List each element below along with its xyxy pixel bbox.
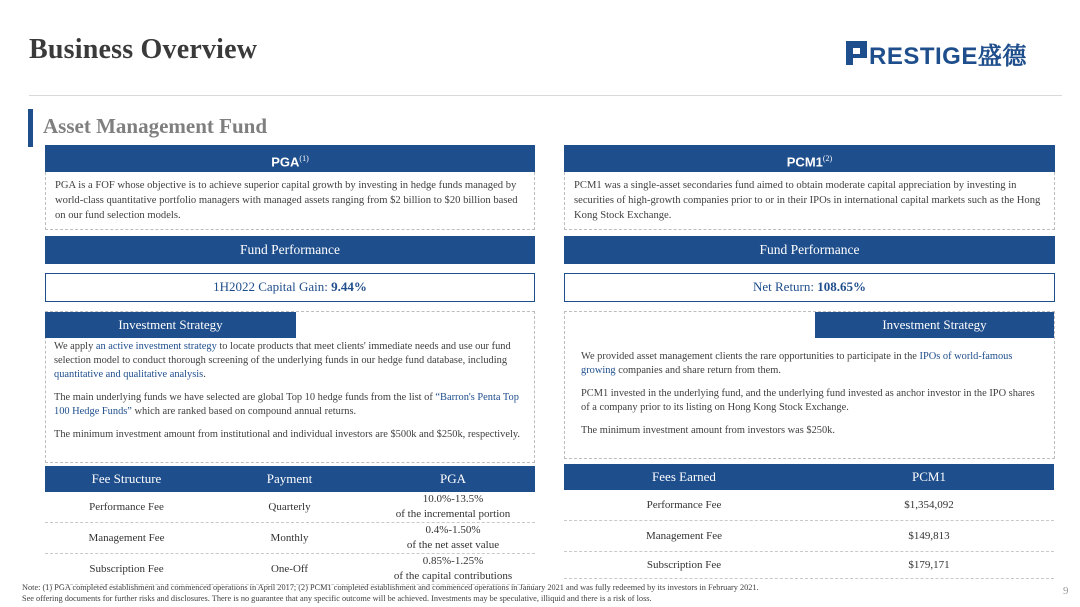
pga-strategy-p3: The minimum investment amount from institutional and individual investors are $500k and $250k, respectively. (54, 429, 520, 440)
pga-perf-value: 9.44% (331, 279, 367, 294)
pcm1-description: PCM1 was a single-asset secondaries fund aimed to obtain moderate capital appreciation by investing in securities of high-growth companies prior to or in their IPOs in international capital markets such as the Hong Kong Stock Exchange. (564, 172, 1055, 230)
table-row: Subscription Fee $179,171 (564, 552, 1054, 579)
pcm1-strategy-p1: We provided asset management clients the rare opportunities to participate in the IPOs of world-famous growing companies and share return from them. (581, 351, 1013, 376)
pcm1-perf-box (564, 273, 1055, 302)
logo-text: RESTIGE盛德 (869, 42, 1027, 70)
section-accent-bar (28, 109, 33, 147)
pga-strategy-body (54, 340, 532, 451)
pga-header (45, 145, 535, 172)
prestige-logo-mark-icon (846, 41, 868, 65)
pcm1-strategy-p2: PCM1 invested in the underlying fund, and the underlying fund invested as anchor investor in the IPO shares of a company prior to its listing on Hong Kong Stock Exchange. (581, 388, 1035, 413)
pcm1-strategy-header: Investment Strategy (815, 312, 1054, 338)
pga-fee-header (45, 466, 535, 492)
pcm1-header (564, 145, 1055, 172)
pga-strategy-p2: The main underlying funds we have selected are global Top 10 hedge funds from the list of “Barron's Penta Top 100 Hedge Funds” which are ranked based on compound annual returns. (54, 392, 519, 417)
pga-perf-label: 1H2022 Capital Gain: (213, 279, 332, 294)
pcm1-column (564, 145, 1055, 302)
pcm1-fee-header (564, 464, 1054, 490)
footnote (22, 583, 1022, 604)
page-title: Business Overview (29, 34, 258, 65)
table-row: Subscription Fee One-Off 0.85%-1.25% of the capital contributions (45, 554, 535, 585)
pga-name: PGA (271, 154, 300, 170)
pga-fee-col-structure: Fee Structure (91, 471, 162, 486)
pga-description: PGA is a FOF whose objective is to achieve superior capital growth by investing in hedge funds managed by world-class quantitative portfolio managers with managed assets ranging from $2 billion to $20 billion based on our fund selection models. (45, 172, 535, 230)
pga-perf-header: Fund Performance (45, 236, 535, 264)
footnote-line-1: Note: (1) PGA completed establishment and commenced operations in April 2017; (2) PCM1 completed establishment and commenced operations in January 2021 and was fully redeemed by its investors in February 2021. (22, 583, 759, 592)
pcm1-strategy-body (581, 350, 1041, 447)
pga-fee-col-pga: PGA (439, 471, 466, 486)
pcm1-fee-table (564, 464, 1054, 579)
section-title: Asset Management Fund (43, 114, 267, 138)
pcm1-fee-col-pcm1: PCM1 (912, 469, 946, 484)
pcm1-name: PCM1 (786, 154, 823, 170)
pga-perf-box (45, 273, 535, 302)
pga-column (45, 145, 535, 302)
page-number: 9 (1063, 585, 1069, 597)
prestige-logo (846, 38, 1027, 68)
pcm1-perf-label: Net Return: (752, 279, 818, 294)
pga-strategy-header: Investment Strategy (45, 312, 296, 338)
pga-fee-table (45, 466, 535, 585)
pcm1-strategy-p3: The minimum investment amount from investors was $250k. (581, 425, 835, 436)
pcm1-note-ref: (2) (822, 154, 833, 163)
table-row: Performance Fee $1,354,092 (564, 490, 1054, 521)
pcm1-perf-value: 108.65% (817, 279, 866, 294)
table-row: Management Fee $149,813 (564, 521, 1054, 552)
footnote-line-2: See offering documents for further risks and disclosures. There is no guarantee that any specific outcome will be achieved. Investments may be speculative, illiquid and there is a risk of loss. (22, 593, 652, 603)
pcm1-fee-col-earned: Fees Earned (652, 469, 716, 484)
pga-fee-col-payment: Payment (266, 471, 313, 486)
table-row: Management Fee Monthly 0.4%-1.50% of the net asset value (45, 523, 535, 554)
pcm1-perf-header: Fund Performance (564, 236, 1055, 264)
pga-note-ref: (1) (299, 154, 309, 163)
table-row: Performance Fee Quarterly 10.0%-13.5% of the incremental portion (45, 492, 535, 523)
header-divider (29, 95, 1062, 96)
pga-strategy-p1: We apply an active investment strategy to locate products that meet clients' immediate needs and use our fund selection model to conduct thorough screening of the underlying funds in our hedge fund database, including quantitative and qualitative analysis. (54, 341, 511, 380)
